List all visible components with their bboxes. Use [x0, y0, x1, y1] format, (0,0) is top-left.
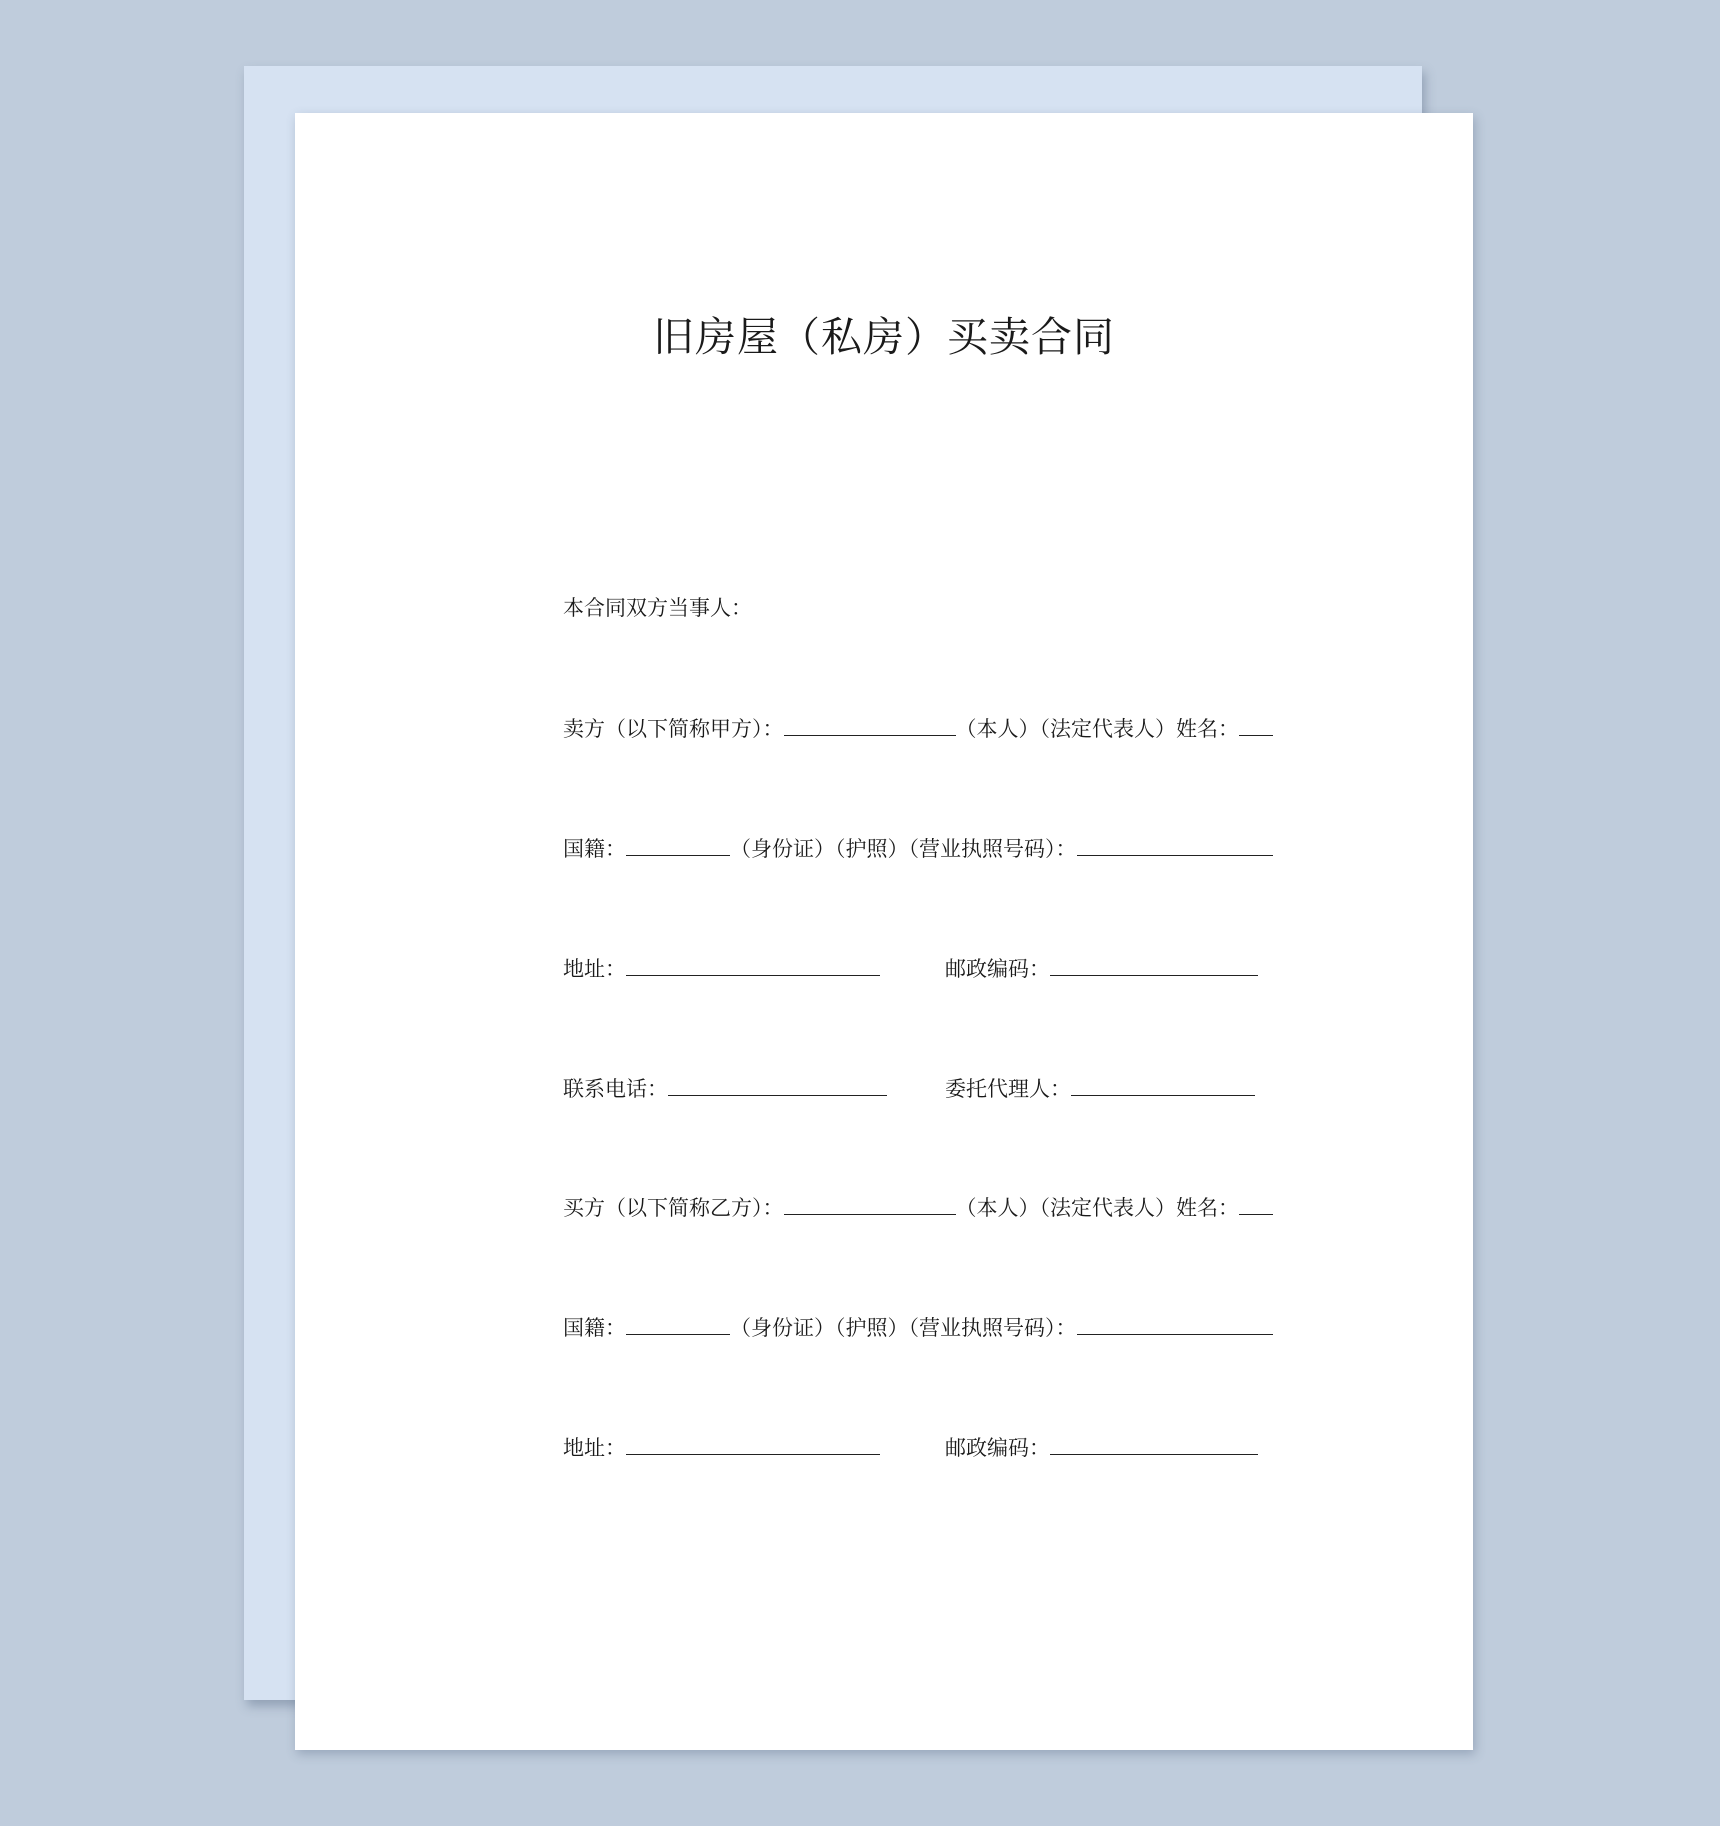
contract-page: [295, 113, 1473, 1750]
buyer-nationality-blank[interactable]: [626, 1312, 730, 1335]
buyer-person-suffix: （本人）（法定代表人）姓名：: [955, 1196, 1239, 1220]
parties-intro: [563, 593, 752, 623]
seller-nationality-label: 国籍：: [563, 837, 626, 861]
buyer-id-types: （身份证）（护照）（营业执照号码）：: [730, 1316, 1077, 1340]
seller-name-row: [563, 713, 1273, 744]
parties-intro-text: 本合同双方当事人：: [563, 596, 752, 620]
seller-postcode-blank[interactable]: [1050, 953, 1258, 976]
seller-representative-blank[interactable]: [1239, 713, 1273, 736]
seller-phone-blank[interactable]: [668, 1073, 887, 1096]
buyer-nationality-row: [563, 1312, 1273, 1343]
buyer-address-row: [563, 1432, 1050, 1463]
buyer-name-row: [563, 1192, 1273, 1223]
seller-agent-field: [945, 1073, 1255, 1104]
seller-name-blank[interactable]: [784, 713, 956, 736]
seller-agent-label: 委托代理人：: [945, 1077, 1071, 1101]
buyer-address-label: 地址：: [563, 1436, 626, 1460]
seller-postcode-field: [945, 953, 1258, 984]
buyer-representative-blank[interactable]: [1239, 1192, 1273, 1215]
buyer-id-number-blank[interactable]: [1077, 1312, 1273, 1335]
seller-address-blank[interactable]: [626, 953, 880, 976]
seller-id-types: （身份证）（护照）（营业执照号码）：: [730, 837, 1077, 861]
document-title: 旧房屋（私房）买卖合同: [653, 313, 1115, 361]
seller-label: 卖方（以下简称甲方）：: [563, 717, 784, 741]
seller-nationality-blank[interactable]: [626, 833, 730, 856]
seller-agent-blank[interactable]: [1071, 1073, 1255, 1096]
seller-nationality-row: [563, 833, 1273, 864]
buyer-postcode-blank[interactable]: [1050, 1432, 1258, 1455]
seller-address-label: 地址：: [563, 957, 626, 981]
seller-postcode-label: 邮政编码：: [945, 957, 1050, 981]
buyer-address-blank[interactable]: [626, 1432, 880, 1455]
seller-contact-row: [563, 1073, 1071, 1104]
seller-id-number-blank[interactable]: [1077, 833, 1273, 856]
seller-phone-label: 联系电话：: [563, 1077, 668, 1101]
buyer-postcode-field: [945, 1432, 1258, 1463]
buyer-nationality-label: 国籍：: [563, 1316, 626, 1340]
seller-person-suffix: （本人）（法定代表人）姓名：: [955, 717, 1239, 741]
buyer-name-blank[interactable]: [784, 1192, 956, 1215]
buyer-label: 买方（以下简称乙方）：: [563, 1196, 784, 1220]
buyer-postcode-label: 邮政编码：: [945, 1436, 1050, 1460]
seller-address-row: [563, 953, 1050, 984]
